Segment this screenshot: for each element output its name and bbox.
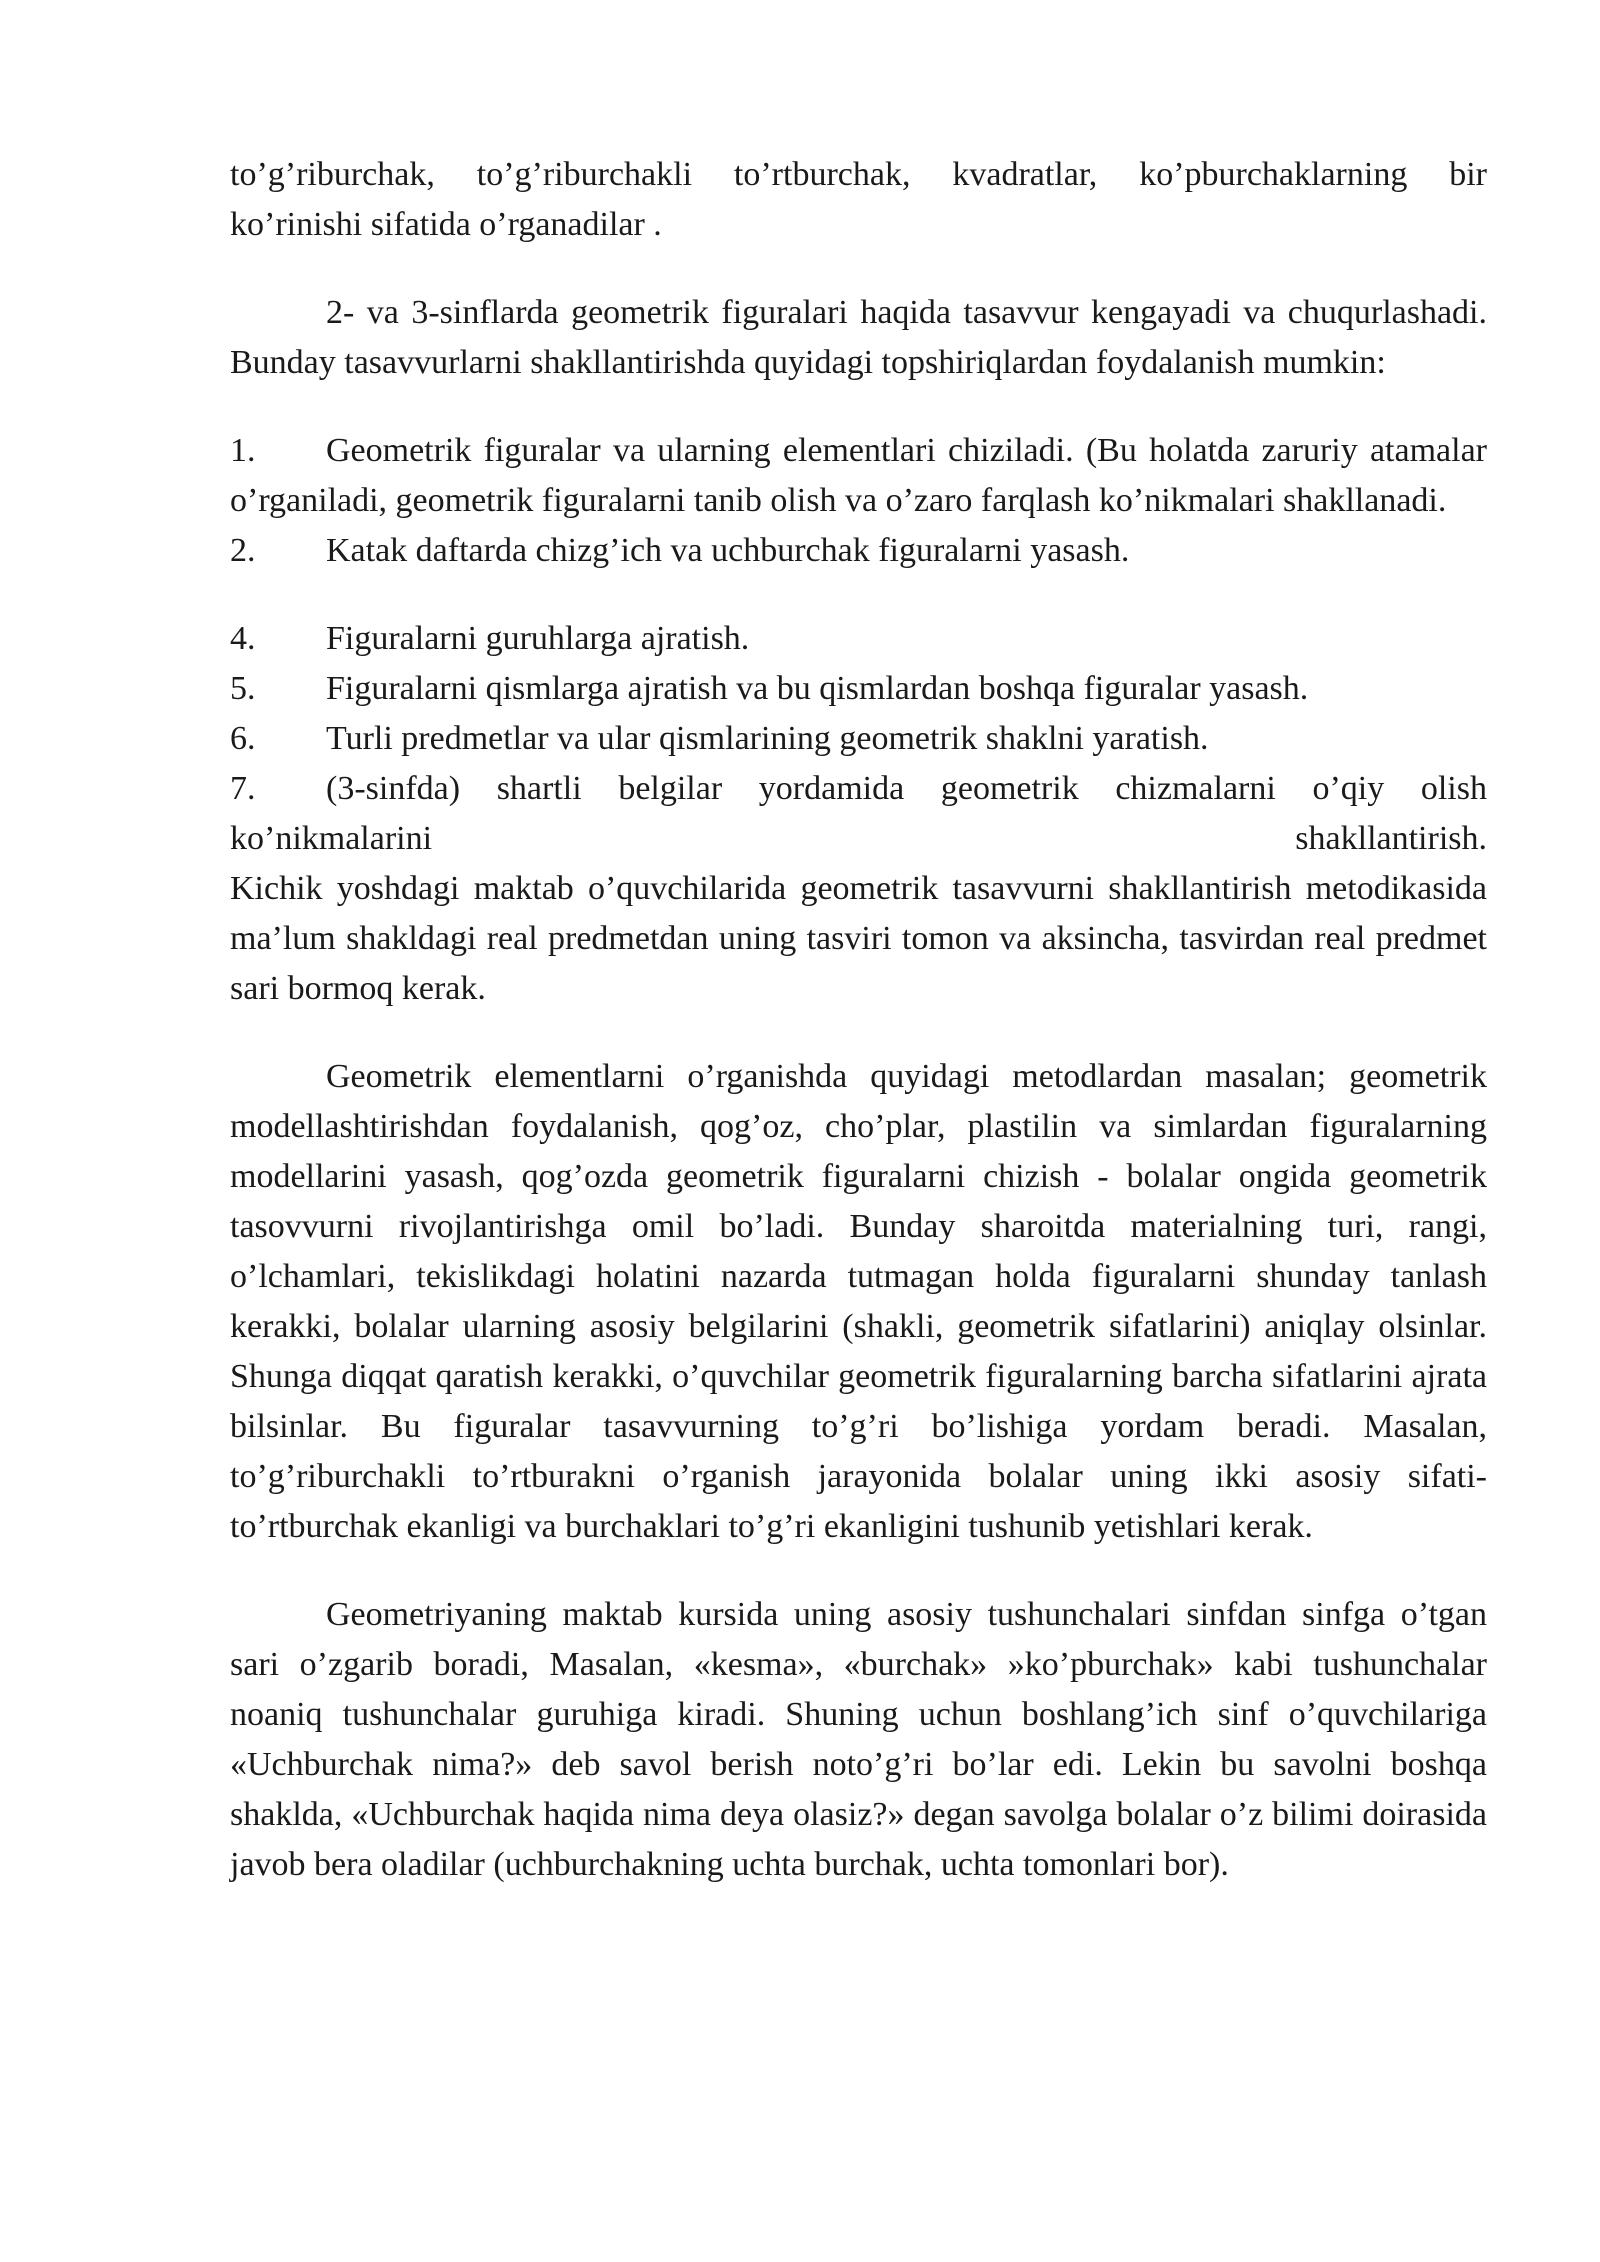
list-item-number: 4. [230,620,256,657]
continuation-right: shakllantirish. [1295,820,1487,857]
paragraph-course: Geometriyaning maktab kursida uning asosiy tushunchalari sinfdan sinfga o’tgan sari o’zgarib boradi, Masalan, «kesma», «burchak» »ko’pburchak» kabi tushunchalar noaniq tushunchalar guruhiga kiradi. Shuning uchun boshlang’ich sinf o’quvchilariga «Uchburchak nima?» deb savol berish noto’g’ri bo’lar edi. Lekin bu savolni boshqa shaklda, «Uchburchak haqida nima deya olasiz?» degan savolga bolalar o’z bilimi doirasida javob bera oladilar (uchburchakning uchta burchak, uchta tomonlari bor). [230,1596,1487,1883]
list-item [230,614,1487,664]
list-item-text: Katak daftarda chizg’ich va uchburchak figuralarni yasash. [326,532,1130,569]
list-item-text: (3-sinfda) shartli belgilar yordamida geometrik chizmalarni o’qiy olish [326,770,1487,807]
list-item-number: 6. [230,720,256,757]
task-list [230,426,1487,576]
task-list-continued [230,614,1487,1014]
intro-line-2: ko’rinishi sifatida o’rganadilar . [230,206,662,243]
list-item-text: Geometrik figuralar va ularning elementlari chiziladi. (Bu holatda zaruriy atamalar o’rganiladi, geometrik figuralarni tanib olish va o’zaro farqlash ko’nikmalari shakllanadi. [230,432,1487,519]
list-item-text: Figuralarni guruhlarga ajratish. [326,620,750,657]
document-page [230,150,1487,1890]
intro-line-1: to’g’riburchak, to’g’riburchakli to’rtburchak, kvadratlar, ko’pburchaklarning bir [230,156,1487,193]
list-item [230,764,1487,814]
continuation-left: ko’nikmalarini [230,820,433,857]
list-item-number: 5. [230,670,256,707]
list-item-number: 1. [230,432,256,469]
list-item-text: Figuralarni qismlarga ajratish va bu qismlardan boshqa figuralar yasash. [326,670,1309,707]
paragraph-elements: Geometrik elementlarni o’rganishda quyidagi metodlardan masalan; geometrik modellashtirishdan foydalanish, qog’oz, cho’plar, plastilin va simlardan figuralarning modellarini yasash, qog’ozda geometrik figuralarni chizish - bolalar ongida geometrik tasovvurni rivojlantirishga omil bo’ladi. Bunday sharoitda materialning turi, rangi, o’lchamlari, tekislikdagi holatini nazarda tutmagan holda figuralarni shunday tanlash kerakki, bolalar ularning asosiy belgilarini (shakli, geometrik sifatlarini) aniqlay olsinlar. Shunga diqqat qaratish kerakki, o’quvchilar geometrik figuralarning barcha sifatlarini ajrata bilsinlar. Bu figuralar tasavvurning to’g’ri bo’lishiga yordam beradi. Masalan, to’g’riburchakli to’rtburakni o’rganish jarayonida bolalar uning ikki asosiy sifati-to’rtburchak ekanligi va burchaklari to’g’ri ekanligini tushunib yetishlari kerak. [230,1058,1487,1545]
list-item-7-continuation [230,814,1487,864]
paragraph-grades: 2- va 3-sinflarda geometrik figuralari haqida tasavvur kengayadi va chuqurlashadi. Bunday tasavvurlarni shakllantirishda quyidagi topshiriqlardan foydalanish mumkin: [230,294,1487,381]
list-item [230,526,1487,576]
paragraph-method: Kichik yoshdagi maktab o’quvchilarida geometrik tasavvurni shakllantirish metodikasida ma’lum shakldagi real predmetdan uning tasviri tomon va aksincha, tasvirdan real predmet sari bormoq kerak. [230,870,1487,1007]
list-item [230,426,1487,526]
list-item [230,664,1487,714]
list-item-number: 2. [230,532,256,569]
list-item-text: Turli predmetlar va ular qismlarining geometrik shaklni yaratish. [326,720,1209,757]
list-item-number: 7. [230,770,256,807]
list-item [230,714,1487,764]
